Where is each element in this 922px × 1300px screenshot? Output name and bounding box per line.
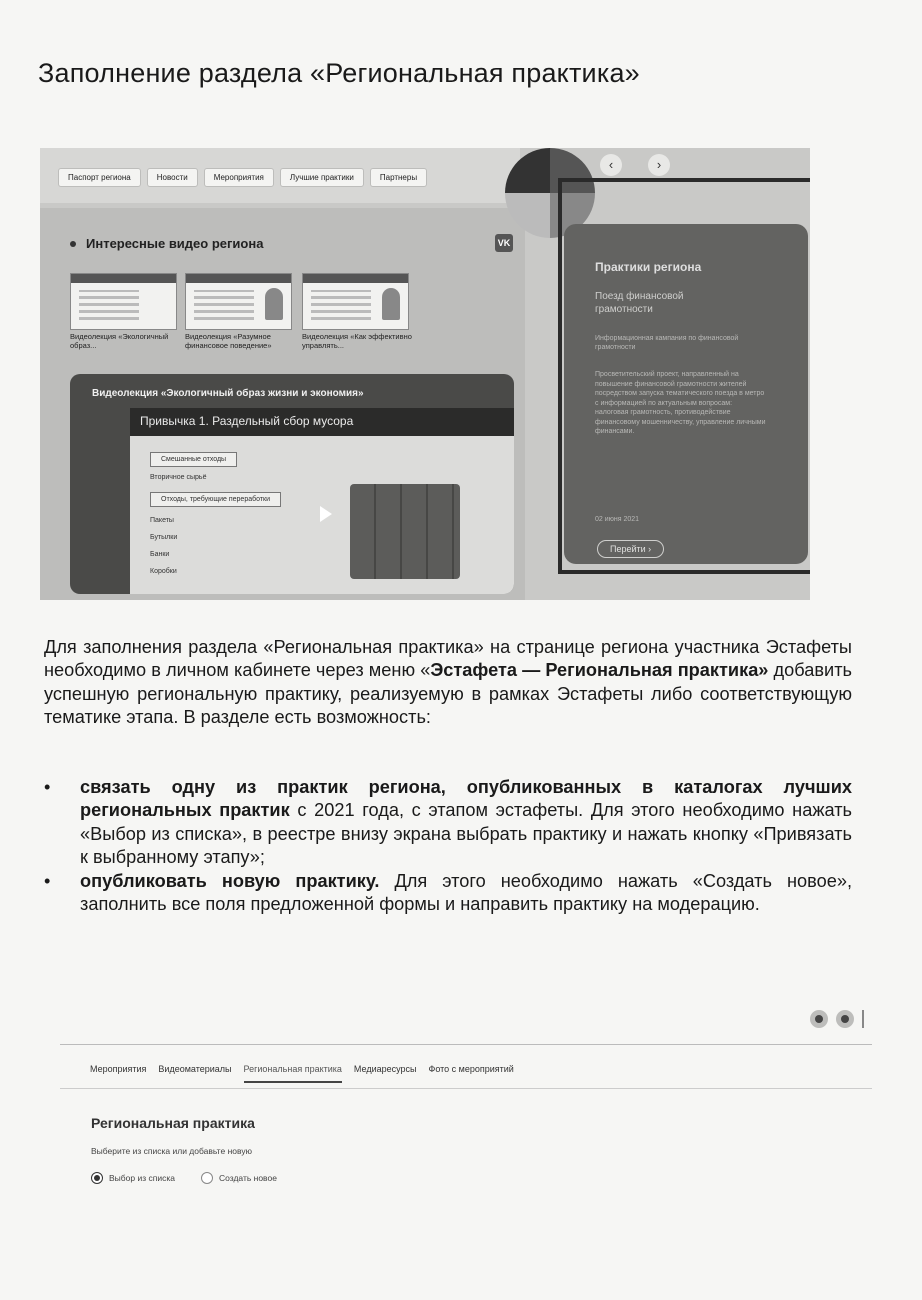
radio-create-new[interactable] [201, 1172, 213, 1184]
radio-label[interactable]: Выбор из списка [109, 1173, 175, 1183]
tab-video[interactable]: Видеоматериалы [158, 1064, 232, 1074]
player-item: Банки [150, 551, 170, 558]
player-banner-text: Привычка 1. Раздельный сбор мусора [140, 414, 354, 428]
divider [862, 1010, 864, 1028]
radio-label[interactable]: Создать новое [218, 1173, 277, 1183]
video-thumbnail[interactable] [70, 273, 177, 330]
player-row: Вторичное сырьё [150, 474, 207, 481]
tab-events[interactable]: Мероприятия [204, 168, 274, 187]
bullet-dot-icon [70, 241, 76, 247]
option-heading: связать одну из практик региона, опубликованных в каталогах лучших региональных практик [80, 777, 852, 821]
instruction-paragraph [44, 636, 852, 730]
tab-passport[interactable]: Паспорт региона [58, 168, 141, 187]
source-options [91, 1172, 277, 1184]
practices-heading: Практики региона [595, 260, 702, 274]
player-row: Смешанные отходы [150, 452, 237, 467]
video-thumbnail[interactable] [185, 273, 292, 330]
tab-best-practices[interactable]: Лучшие практики [280, 168, 364, 187]
radio-select-from-list[interactable] [91, 1172, 103, 1184]
paragraph-text: Для заполнения раздела «Региональная практика» на странице региона участника Эстафеты необходимо в личном кабинете через меню « [44, 637, 852, 681]
region-nav-tabs [58, 168, 427, 187]
play-icon[interactable] [320, 506, 332, 522]
tab-events[interactable]: Мероприятия [90, 1064, 147, 1074]
section-heading: Региональная практика [91, 1115, 255, 1131]
next-arrow-icon[interactable]: › [648, 154, 670, 176]
tab-regional-practice[interactable]: Региональная практика [244, 1064, 342, 1083]
player-item: Бутылки [150, 534, 178, 541]
option-heading: опубликовать новую практику. [80, 870, 380, 891]
waste-bins-image [350, 484, 460, 579]
video-section-title [70, 236, 263, 251]
player-item: Пакеты [150, 517, 174, 524]
video-caption[interactable]: Видеолекция «Как эффективно управлять... [302, 332, 412, 350]
highlight-frame [558, 178, 810, 574]
practice-date: 02 июня 2021 [595, 516, 640, 523]
player-title: Видеолекция «Экологичный образ жизни и экономия» [92, 388, 364, 399]
list-item [44, 776, 852, 870]
paragraph-text: добавить успешную региональную практику, реализуемую в рамках Эстафеты либо соответствующую тематике этапа. В разделе есть возможность: [44, 660, 852, 728]
practice-link[interactable]: Поезд финансовой грамотности [595, 291, 684, 315]
video-player[interactable] [70, 374, 514, 594]
cabinet-tabs [90, 1064, 514, 1083]
screenshot-region-page [40, 148, 810, 600]
video-section-label: Интересные видео региона [86, 236, 264, 251]
tab-partners[interactable]: Партнеры [370, 168, 427, 187]
screenshot-cabinet [60, 1000, 872, 1300]
header-controls [810, 1010, 864, 1028]
tab-photos[interactable]: Фото с мероприятий [428, 1064, 514, 1074]
list-item [44, 870, 852, 917]
tab-news[interactable]: Новости [147, 168, 198, 187]
options-list [44, 776, 852, 916]
toggle-icon[interactable] [810, 1010, 828, 1028]
page-title: Заполнение раздела «Региональная практика» [38, 58, 640, 88]
player-item: Коробки [150, 568, 177, 575]
divider [60, 1044, 872, 1045]
divider [60, 1088, 872, 1089]
vk-icon[interactable]: VK [495, 234, 513, 252]
section-subheading: Выберите из списка или добавьте новую [91, 1146, 252, 1156]
menu-path: Эстафета — Региональная практика» [430, 660, 769, 681]
video-thumbnail[interactable] [302, 273, 409, 330]
practice-subtitle: Информационная кампания по финансовой грамотности [595, 335, 739, 351]
option-text: с 2021 года, с этапом эстафеты. Для этого необходимо нажать «Выбор из списка», в реестре внизу экрана выбрать практику и нажать кнопку «Привязать к выбранному этапу»; [80, 800, 853, 868]
option-text: Для этого необходимо нажать «Создать новое», заполнить все поля предложенной формы и направить практику на модерацию. [80, 870, 852, 915]
tab-media[interactable]: Медиаресурсы [353, 1064, 417, 1074]
video-caption[interactable]: Видеолекция «Экологичный образ... [70, 332, 169, 350]
prev-arrow-icon[interactable]: ‹ [600, 154, 622, 176]
video-caption[interactable]: Видеолекция «Разумное финансовое поведение» [185, 332, 272, 350]
player-row: Отходы, требующие переработки [150, 492, 281, 507]
practice-description: Просветительский проект, направленный на повышение финансовой грамотности жителей посредством запуска тематического поезда в метро с информацией по актуальным вопросам: налоговая грамотность, противодействие финансовому мошенничеству, управление личными финансами. [595, 371, 766, 435]
toggle-icon[interactable] [836, 1010, 854, 1028]
go-button[interactable]: Перейти › [597, 540, 664, 558]
